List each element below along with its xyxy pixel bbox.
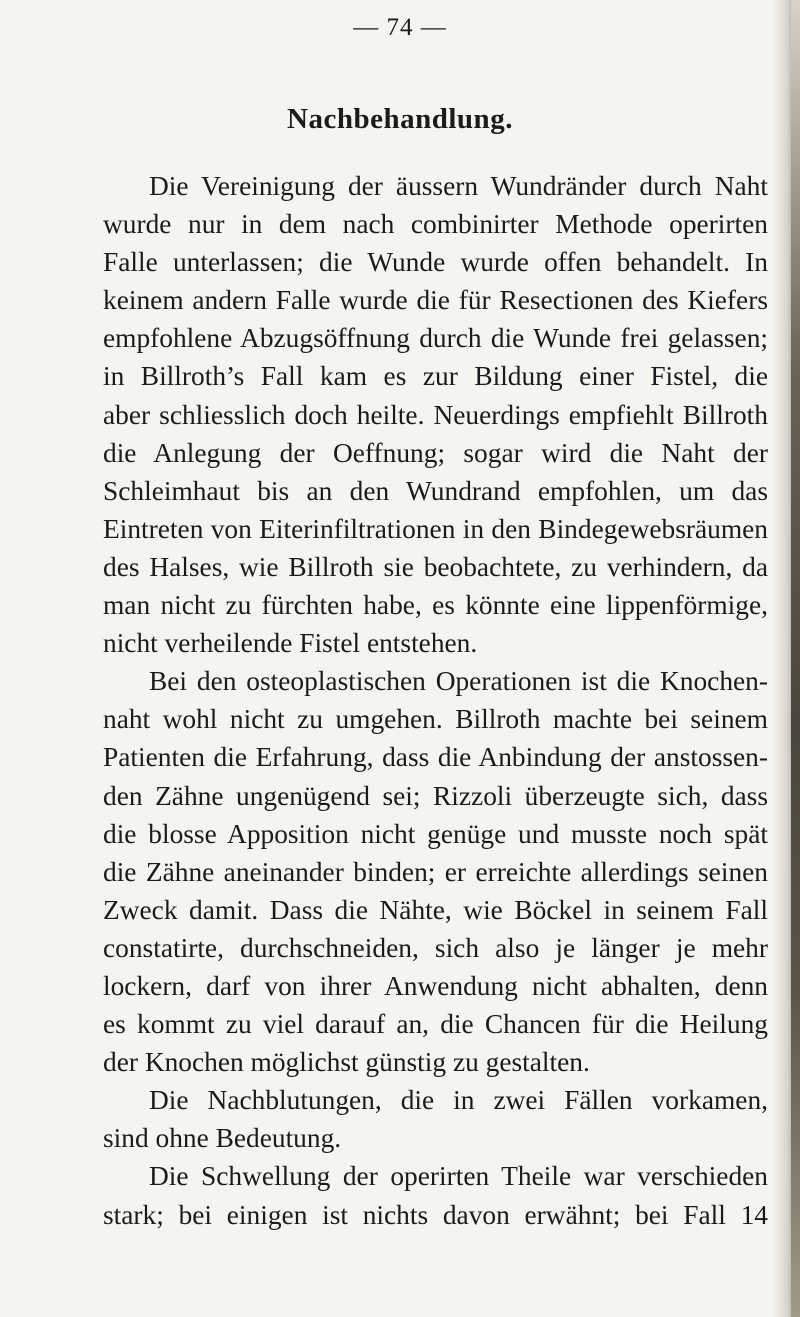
text-line: nicht verheilende Fistel entstehen. [103,628,478,659]
page-number: — 74 — [353,14,447,41]
text-line: naht wohl nicht zu umgehen. Billroth machte bei seinem [103,704,768,735]
text-line: man nicht zu fürchten habe, es könnte eine lippenförmige, [103,590,768,621]
text-line: den Zähne ungenügend sei; Rizzoli überzeugte sich, dass [103,780,768,811]
text-line: Schleimhaut bis an den Wundrand empfohlen, um das [103,475,768,506]
text-line: Falle unterlassen; die Wunde wurde offen behandelt. In [103,247,768,278]
text-line: Die Nachblutungen, die in zwei Fällen vorkamen, [149,1085,768,1116]
text-line: in Billroth’s Fall kam es zur Bildung einer Fistel, die [103,361,768,392]
text-line: es kommt zu viel darauf an, die Chancen für die Heilung [103,1009,768,1040]
text-line: des Halses, wie Billroth sie beobachtete, zu verhindern, da [103,551,768,582]
body-text [103,167,768,1234]
text-line: aber schliesslich doch heilte. Neuerdings empfiehlt Billroth [103,399,768,430]
text-line: Patienten die Erfahrung, dass die Anbindung der anstossen- [103,742,768,773]
text-line: Eintreten von Eiterinfiltrationen in den Bindegewebsräumen [103,513,768,544]
text-line: Die Vereinigung der äussern Wundränder durch Naht [149,171,768,201]
text-line: die Anlegung der Oeffnung; sogar wird die Naht der [103,437,768,468]
text-line: constatirte, durchschneiden, sich also je länger je mehr [103,932,768,963]
text-line: sind ohne Bedeutung. [103,1123,342,1154]
text-line: keinem andern Falle wurde die für Resectionen des Kiefers [103,285,768,316]
text-line: der Knochen möglichst günstig zu gestalten. [103,1047,590,1078]
text-line: die blosse Apposition nicht genüge und musste noch spät [103,818,768,849]
page-binding-edge [791,0,800,1317]
section-heading: Nachbehandlung. [287,103,513,135]
text-line: lockern, darf von ihrer Anwendung nicht abhalten, denn [103,970,768,1001]
text-line: Die Schwellung der operirten Theile war verschieden [149,1161,768,1192]
text-line: Bei den osteoplastischen Operationen ist die Knochen- [149,666,768,697]
text-line: wurde nur in dem nach combinirter Methode operirten [103,209,768,240]
text-line: die Zähne aneinander binden; er erreichte allerdings seinen [103,856,768,887]
text-line: stark; bei einigen ist nichts davon erwähnt; bei Fall 14 [103,1199,768,1230]
text-line: Zweck damit. Dass die Nähte, wie Böckel in seinem Fall [103,894,768,925]
text-line: empfohlene Abzugsöffnung durch die Wunde frei gelassen; [103,323,768,354]
